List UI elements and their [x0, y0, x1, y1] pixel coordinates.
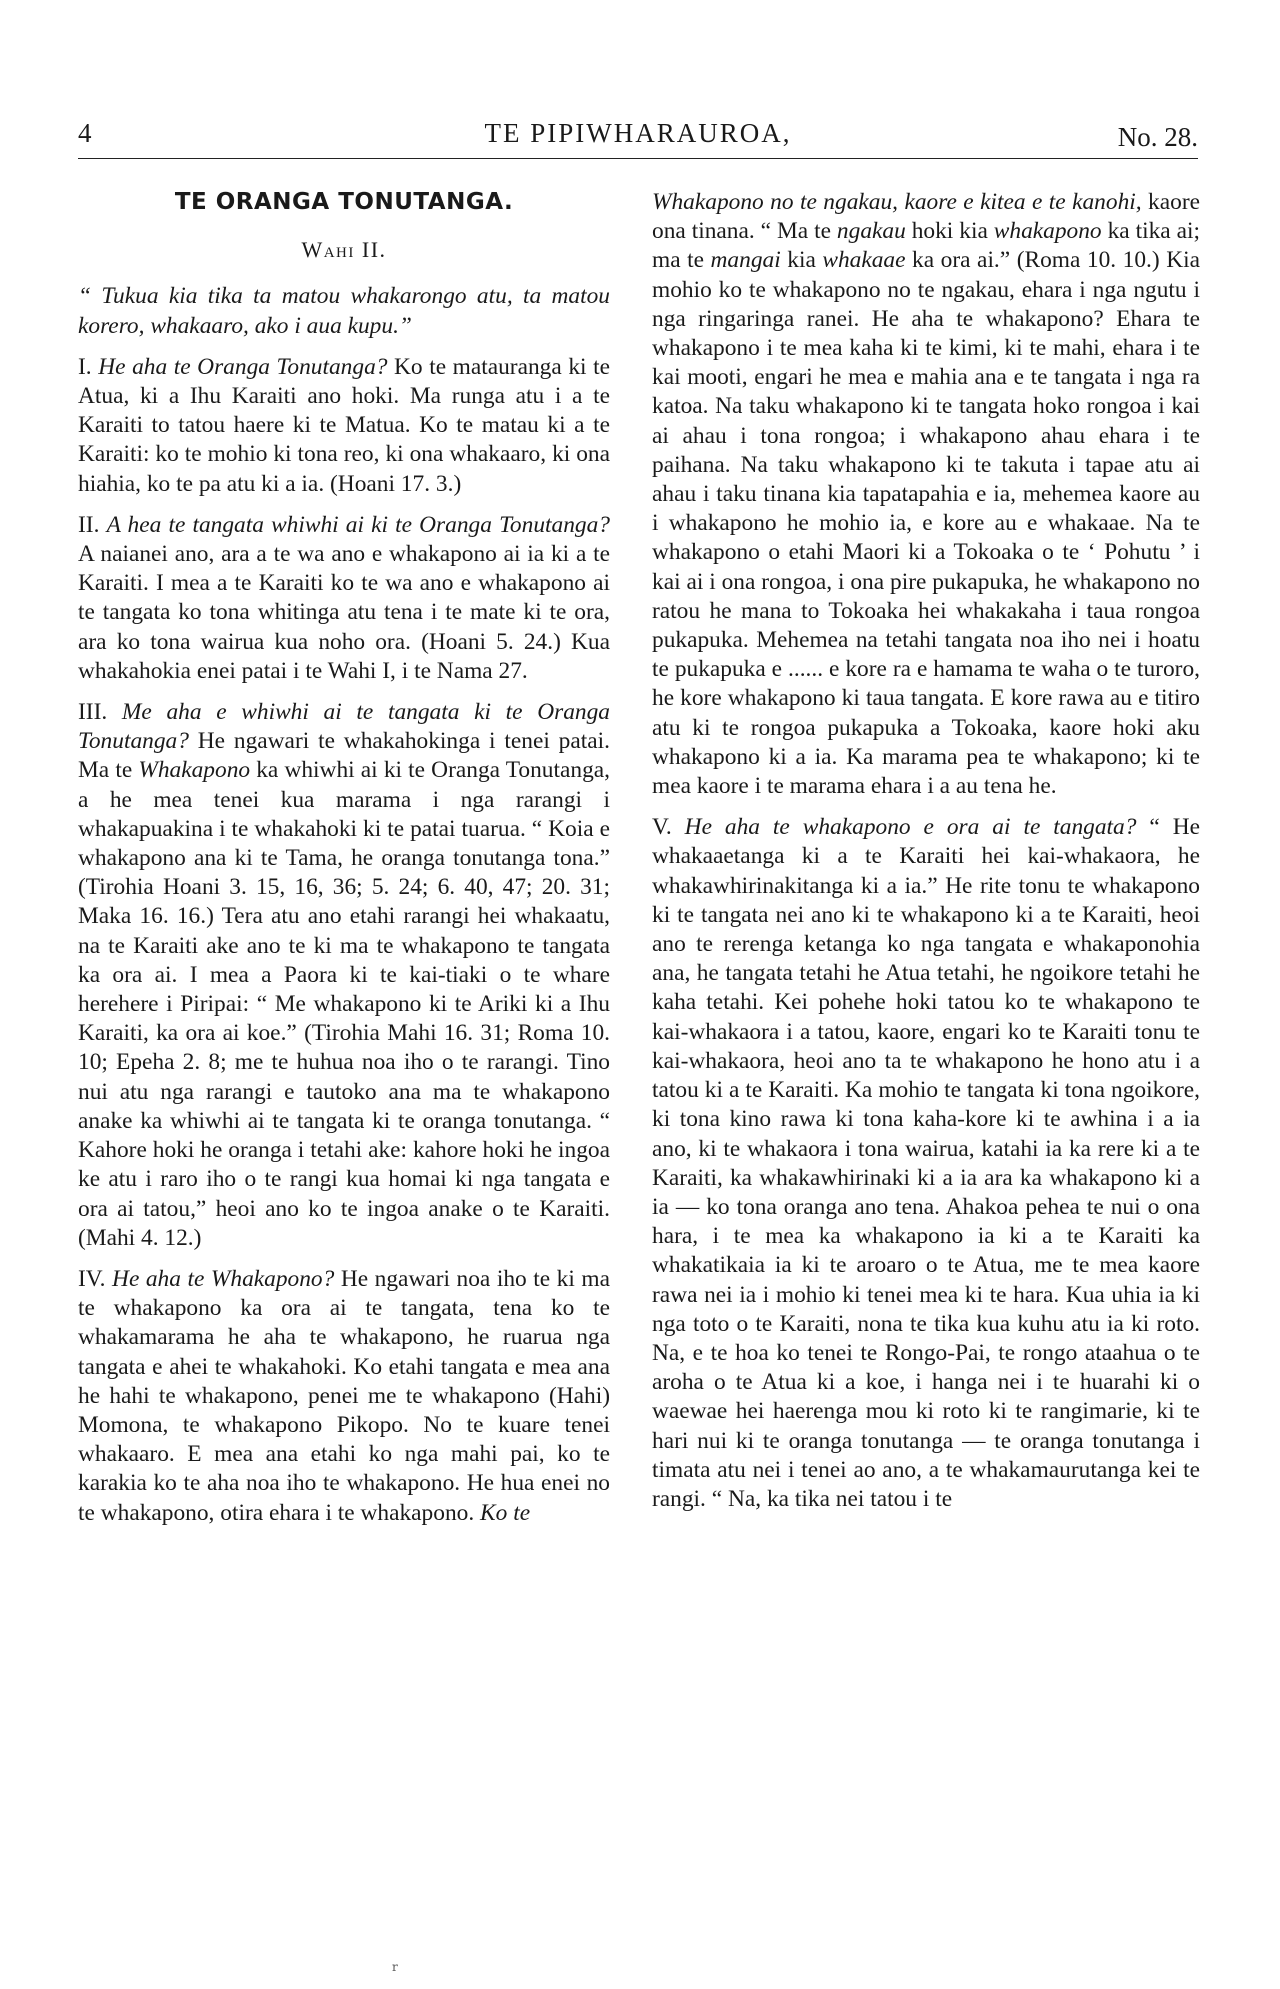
article-title: TE ORANGA TONUTANGA. [174, 189, 514, 215]
section-5-question: He aha te whakapono e ora ai te tangata? [684, 814, 1137, 841]
section-1-number: I. [78, 353, 99, 380]
section-5-body: “ He whakaaetanga ki a te Karaiti hei kai-whakaora, he whakawhirinakitanga ki a ia.” He rite tonu te whakapono ki te tangata nei ano ki te whakapono ki a te Karaiti, heoi ano te rerenga ketanga ko nga tangata e whakaponohia ana, he tangata tetahi he Atua tetahi, he ngoikore tetahi he kaha tetahi. Kei pohehe hoki tatou ko te whakapono te kai-whakaora i a tatou, kaore, engari ko te Karaiti tonu te kai-whakaora, heoi ano ta te whakapono he hono atu i a tatou ki a te Karaiti. Ka mohio te tangata ki tona ngoikore, ki tona kino rawa ki tona kaha-kore ki te awhina i a ia ano, ki te whakaora i tona wairua, katahi ia ka rere ki a te Karaiti, ka whakawhirinaki ki a ia ara ka whakapono ki a ia — ko tona oranga ano tena. Ahakoa pehea te nui o ona hara, i te mea ka whakapono ia ki a te Karaiti ka whakatikaia ia ki te aroaro o te Atua, me te mea kaore rawa nei ia i mohio ki tenei mea ki te hara. Kua uhia ia ki nga toto o te Karaiti, nona te tika kua kuhu atu ia ki roto. Na, e te hoa ko tenei te Rongo-Pai, te rongo ataahua o te aroha o te Atua ki a koe, i hanga nei i te huarahi ki o waewae hei haerenga mou ki roto ki te rangimarie, ki te hari nui ki te oranga tonutanga — te oranga tonutanga i timata atu nei i tenei ao ano, a te whakamaurutanga kei te rangi. “ Na, ka tika nei tatou i te [652, 814, 1200, 1512]
continuation-text: ka ora ai.” (Roma 10. 10.) Kia mohio ko te whakapono no te ngakau, ehara i nga ngutu i nga ringaringa ranei. He aha te whakapono? Ehara te whakapono i te mea kaha ki te kimi, ki te mahi, ehara i te kai mooti, engari he mea e mahia ana e te tangata i nga ra katoa. Na taku whakapono ki te tangata hoko rongoa i kai ai ahau i tona rongoa; i whakapono ahau ehara i te paihana. Na taku whakapono ki te takuta i tapae atu ai ahau i taku tinana kia tapatapahia e ia, mehemea kaore au i whakapono he mohio ia, e kore au e whakaae. Na te whakapono o etahi Maori ki a Tokoaka o te ‘ Pohutu ’ i kai ai i ona rongoa, i ona pire pukapuka, he whakapono no ratou he mana to Tokoaka hei whakakaha i taua rongoa pukapuka. Mehemea na tetahi tangata noa iho nei i hoatu te pukapuka e ...... e kore ra e hamama te waha o te turoro, he kore whakapono ki taua tangata. E kore rawa au e titiro atu ki te rongoa pukapuka a Tokoaka, kaore hoki aku whakapono ki a ia. Ka marama pea te whakapono; ki te mea kaore i te marama ehara i a au tena he. [652, 247, 1200, 800]
left-column [78, 188, 610, 1528]
page-number: 4 [78, 118, 92, 148]
section-4-tail: Ko te [480, 1499, 531, 1526]
section-2 [78, 511, 610, 686]
running-header [78, 118, 1198, 159]
continuation-italic: Whakapono no te ngakau, kaore e kitea e te kanohi, [652, 189, 1142, 215]
issue-number: No. 28. [1117, 122, 1198, 152]
section-4-question: He aha te Whakapono? [112, 1265, 335, 1292]
section-4 [78, 1265, 610, 1528]
emphasis-whakapono: whakapono [993, 218, 1102, 245]
section-3-emphasis: Whakapono [138, 757, 251, 784]
emphasis-ngakau: ngakau [836, 218, 906, 245]
continuation-text: kia [780, 247, 823, 274]
article-motto: “ Tukua kia tika ta matou whakarongo atu, ta matou korero, whakaaro, ako i aua kupu.” [78, 283, 610, 339]
section-3 [78, 698, 610, 1253]
section-2-number: II. [78, 511, 107, 538]
section-1 [78, 353, 610, 499]
section-2-body: A naianei ano, ara a te wa ano e whakapono ai ia ki a te Karaiti. I mea a te Karaiti ko te wa ano e whakapono ai te tangata ko tona whitinga atu tena i te mate ki te ora, ara ko tona wairua kua noho ora. (Hoani 5. 24.) Kua whakahokia enei patai i te Wahi I, i te Nama 27. [78, 541, 610, 684]
emphasis-whakaae: whakaae [822, 247, 906, 274]
continuation-text: kaore ona tinana. “ Ma te [652, 189, 1201, 245]
section-5 [652, 813, 1200, 1514]
continuation-text: hoki kia [905, 218, 994, 245]
section-4-number: IV. [78, 1265, 113, 1292]
continuation-text: ka tika ai; ma te [652, 218, 1200, 274]
emphasis-mangai: mangai [710, 247, 781, 274]
section-5-number: V. [652, 814, 685, 841]
publication-title: TE PIPIWHARAUROA, [484, 118, 792, 148]
section-3-question: Me aha e whiwhi ai te tangata ki te Oranga Tonutanga? [78, 699, 610, 755]
section-2-question: A hea te tangata whiwhi ai ki te Oranga Tonutanga? [106, 511, 610, 538]
section-4-body: He ngawari noa iho te ki ma te whakapono ka ora ai te tangata, tena ko te whakamarama he aha te whakapono, he ruarua nga tangata e ahei te whakahoki. Ko etahi tangata e mea ana he hahi te whakapono, penei me te whakapono (Hahi) Momona, te whakapono Pikopo. No te kuare tenei whakaaro. E mea ana etahi ko nga mahi pai, ko te karakia ko te aha noa iho te whakapono. He hua enei no te whakapono, otira ehara i te whakapono. [78, 1265, 610, 1526]
right-column [652, 188, 1200, 1514]
continuation-paragraph [652, 188, 1200, 801]
section-1-body: Ko te matauranga ki te Atua, ki a Ihu Karaiti ano hoki. Ma runga atu i a te Karaiti to tatou haere ki te Matua. Ko te matau ki a te Karaiti: ko te mohio ki tona reo, ki ona whakaaro, ki ona hiahia, ko te pa atu ki a ia. (Hoani 17. 3.) [78, 353, 610, 497]
article-part: Wahi II. [301, 237, 387, 263]
section-3-number: III. [78, 699, 122, 726]
page-footer-mark: r [392, 1960, 398, 1974]
section-3-body-b: ka whiwhi ai ki te Oranga Tonutanga, a he mea tenei kua marama i nga rarangi i whakapuakina i te whakahoki ki te patai tuarua. “ Koia e whakapono ana ki te Tama, he oranga tonutanga tona.” (Tirohia Hoani 3. 15, 16, 36; 5. 24; 6. 40, 47; 20. 31; Maka 16. 16.) Tera atu ano etahi rarangi hei whakaatu, na te Karaiti ake ano te ki ma te whakapono te tangata ka ora ai. I mea a Paora ki te kai-tiaki o te whare herehere i Piripai: “ Me whakapono ki te Ariki ki a Ihu Karaiti, ka ora ai koe.” (Tirohia Mahi 16. 31; Roma 10. 10; Epeha 2. 8; me te huhua noa iho o te rarangi. Tino nui atu nga rarangi e tautoko ana ma te whakapono anake ka whiwhi ai te tangata ki te oranga tonutanga. “ Kahore hoki he oranga i tetahi ake: kahore hoki he ingoa ke atu i raro iho o te rangi kua homai ki nga tangata e ora ai tatou,” heoi ano ko te ingoa anake o te Karaiti. (Mahi 4. 12.) [78, 757, 610, 1251]
section-1-question: He aha te Oranga Tonutanga? [98, 353, 388, 380]
section-3-body-a: He ngawari te whakahokinga i tenei patai. Ma te [78, 728, 610, 784]
